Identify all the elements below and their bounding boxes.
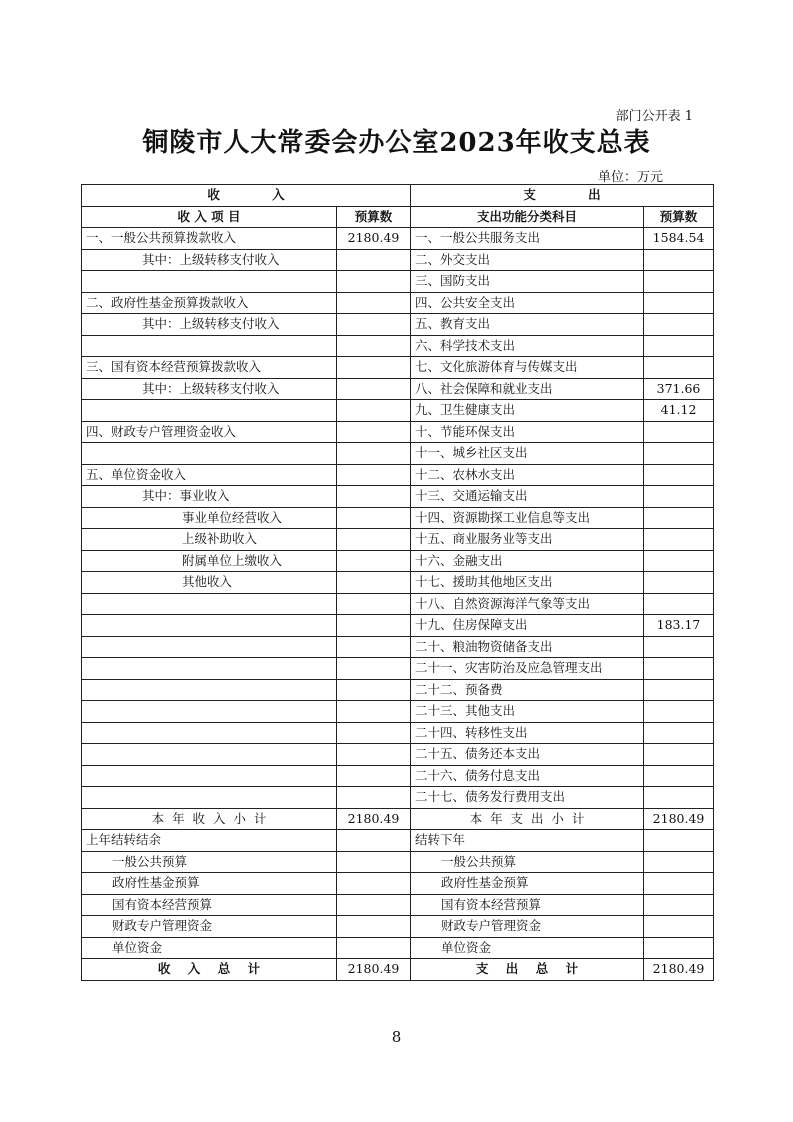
income-value: [337, 787, 411, 809]
expense-item: 十六、金融支出: [411, 550, 644, 572]
income-item: [82, 701, 337, 723]
subtotal-row: [82, 808, 714, 830]
expense-item: 二、外交支出: [411, 249, 644, 271]
expense-item: 十八、自然资源海洋气象等支出: [411, 593, 644, 615]
expense-item: 一、一般公共服务支出: [411, 228, 644, 250]
income-value: [337, 722, 411, 744]
income-value: [337, 314, 411, 336]
income-item: [82, 593, 337, 615]
expense-carry-value: [644, 851, 714, 873]
table-row: [82, 744, 714, 766]
expense-total-label: 支 出 总 计: [411, 959, 644, 981]
page-title: 铜陵市人大常委会办公室2023年收支总表: [142, 128, 651, 158]
income-carry-item: 国有资本经营预算: [82, 894, 337, 916]
income-item: 其中：事业收入: [82, 486, 337, 508]
expense-value: [644, 314, 714, 336]
unit-label: 单位：万元: [597, 170, 663, 185]
income-item: 三、国有资本经营预算拨款收入: [82, 357, 337, 379]
income-item: 事业单位经营收入: [82, 507, 337, 529]
table-row: [82, 443, 714, 465]
expense-item: 十一、城乡社区支出: [411, 443, 644, 465]
table-row: [82, 572, 714, 594]
expense-item: 四、公共安全支出: [411, 292, 644, 314]
income-total-label: 收 入 总 计: [82, 959, 337, 981]
expense-value: [644, 335, 714, 357]
income-item: [82, 787, 337, 809]
income-budget-header: 预算数: [337, 206, 411, 228]
income-subtotal-value: 2180.49: [337, 808, 411, 830]
table-row: [82, 228, 714, 250]
expense-carry-value: [644, 830, 714, 852]
income-value: [337, 744, 411, 766]
expense-value: 371.66: [644, 378, 714, 400]
income-value: [337, 378, 411, 400]
expense-value: [644, 357, 714, 379]
expense-value: 1584.54: [644, 228, 714, 250]
expense-item: 十三、交通运输支出: [411, 486, 644, 508]
expense-header: 支 出: [411, 185, 714, 207]
income-carry-value: [337, 894, 411, 916]
carry-row: [82, 894, 714, 916]
expense-value: [644, 701, 714, 723]
table-row: [82, 357, 714, 379]
budget-table: [81, 184, 714, 981]
table-row: [82, 550, 714, 572]
expense-item: 十四、资源勘探工业信息等支出: [411, 507, 644, 529]
income-item: [82, 679, 337, 701]
expense-item: 五、教育支出: [411, 314, 644, 336]
expense-subtotal-label: 本 年 支 出 小 计: [411, 808, 644, 830]
expense-item: 八、社会保障和就业支出: [411, 378, 644, 400]
income-item: 上级补助收入: [82, 529, 337, 551]
expense-value: 41.12: [644, 400, 714, 422]
income-value: [337, 400, 411, 422]
income-value: [337, 615, 411, 637]
income-value: [337, 701, 411, 723]
document-code: 部门公开表 1: [615, 109, 693, 124]
income-value: [337, 271, 411, 293]
income-value: [337, 443, 411, 465]
income-value: [337, 464, 411, 486]
income-value: [337, 765, 411, 787]
income-item: 二、政府性基金预算拨款收入: [82, 292, 337, 314]
table-row: [82, 658, 714, 680]
expense-value: [644, 765, 714, 787]
table-row: [82, 615, 714, 637]
expense-value: [644, 787, 714, 809]
income-item: 一、一般公共预算拨款收入: [82, 228, 337, 250]
expense-value: [644, 636, 714, 658]
carry-row: [82, 830, 714, 852]
table-row: [82, 701, 714, 723]
expense-item: 十二、农林水支出: [411, 464, 644, 486]
income-value: [337, 249, 411, 271]
expense-item: 二十六、债务付息支出: [411, 765, 644, 787]
income-carry-value: [337, 851, 411, 873]
expense-item: 二十四、转移性支出: [411, 722, 644, 744]
income-item: [82, 400, 337, 422]
income-carry-value: [337, 873, 411, 895]
income-value: [337, 572, 411, 594]
expense-value: [644, 658, 714, 680]
income-value: [337, 292, 411, 314]
income-carry-value: [337, 916, 411, 938]
expense-carry-item: 国有资本经营预算: [411, 894, 644, 916]
expense-item: 二十三、其他支出: [411, 701, 644, 723]
expense-item: 二十七、债务发行费用支出: [411, 787, 644, 809]
table-row: [82, 679, 714, 701]
income-header: 收 入: [82, 185, 411, 207]
income-value: [337, 486, 411, 508]
income-value: [337, 421, 411, 443]
income-carry-item: 政府性基金预算: [82, 873, 337, 895]
table-row: [82, 486, 714, 508]
income-carry-item: 一般公共预算: [82, 851, 337, 873]
income-item: 附属单位上缴收入: [82, 550, 337, 572]
expense-value: [644, 249, 714, 271]
expense-carry-value: [644, 873, 714, 895]
table-row: [82, 335, 714, 357]
expense-value: [644, 271, 714, 293]
table-row: [82, 787, 714, 809]
carry-row: [82, 937, 714, 959]
expense-value: [644, 507, 714, 529]
income-item: [82, 722, 337, 744]
expense-carry-item: 一般公共预算: [411, 851, 644, 873]
table-row: [82, 636, 714, 658]
income-total-value: 2180.49: [337, 959, 411, 981]
income-item: [82, 271, 337, 293]
income-value: [337, 550, 411, 572]
income-value: [337, 529, 411, 551]
expense-item: 三、国防支出: [411, 271, 644, 293]
table-row: [82, 507, 714, 529]
income-item: 其中：上级转移支付收入: [82, 378, 337, 400]
expense-value: [644, 722, 714, 744]
table-row: [82, 378, 714, 400]
income-item-header: 收 入 项 目: [82, 206, 337, 228]
income-carry-item: 财政专户管理资金: [82, 916, 337, 938]
expense-value: [644, 486, 714, 508]
table-row: [82, 529, 714, 551]
income-value: [337, 593, 411, 615]
expense-carry-value: [644, 916, 714, 938]
table-row: [82, 421, 714, 443]
table-row: [82, 722, 714, 744]
table-row: [82, 314, 714, 336]
expense-value: [644, 443, 714, 465]
income-subtotal-label: 本 年 收 入 小 计: [82, 808, 337, 830]
table-row: [82, 593, 714, 615]
expense-value: [644, 593, 714, 615]
expense-value: [644, 421, 714, 443]
table-row: [82, 292, 714, 314]
expense-item: 十五、商业服务业等支出: [411, 529, 644, 551]
income-item: [82, 658, 337, 680]
income-item: [82, 744, 337, 766]
expense-item: 六、科学技术支出: [411, 335, 644, 357]
expense-carry-item: 财政专户管理资金: [411, 916, 644, 938]
income-carry-value: [337, 830, 411, 852]
carry-row: [82, 916, 714, 938]
expense-item: 二十二、预备费: [411, 679, 644, 701]
expense-carry-value: [644, 894, 714, 916]
income-value: [337, 658, 411, 680]
income-item: [82, 636, 337, 658]
income-item: [82, 765, 337, 787]
income-item: 五、单位资金收入: [82, 464, 337, 486]
income-item: 其中：上级转移支付收入: [82, 314, 337, 336]
expense-item: 十七、援助其他地区支出: [411, 572, 644, 594]
income-carry-item: 上年结转结余: [82, 830, 337, 852]
income-value: [337, 335, 411, 357]
income-value: [337, 507, 411, 529]
expense-carry-item: 结转下年: [411, 830, 644, 852]
expense-item: 九、卫生健康支出: [411, 400, 644, 422]
page-number: 8: [391, 1028, 402, 1046]
expense-item: 二十一、灾害防治及应急管理支出: [411, 658, 644, 680]
header-row-2: [82, 206, 714, 228]
income-item: 其中：上级转移支付收入: [82, 249, 337, 271]
income-carry-item: 单位资金: [82, 937, 337, 959]
expense-budget-header: 预算数: [644, 206, 714, 228]
income-item: [82, 335, 337, 357]
table-row: [82, 400, 714, 422]
income-carry-value: [337, 937, 411, 959]
income-item: [82, 443, 337, 465]
income-item: 四、财政专户管理资金收入: [82, 421, 337, 443]
expense-value: [644, 292, 714, 314]
expense-item-header: 支出功能分类科目: [411, 206, 644, 228]
expense-carry-value: [644, 937, 714, 959]
expense-value: [644, 464, 714, 486]
table-row: [82, 765, 714, 787]
header-row-1: [82, 185, 714, 207]
income-value: 2180.49: [337, 228, 411, 250]
expense-value: [644, 529, 714, 551]
income-item: 其他收入: [82, 572, 337, 594]
expense-item: 二十、粮油物资储备支出: [411, 636, 644, 658]
table-row: [82, 249, 714, 271]
expense-value: [644, 744, 714, 766]
expense-item: 十九、住房保障支出: [411, 615, 644, 637]
carry-row: [82, 873, 714, 895]
table-row: [82, 271, 714, 293]
income-item: [82, 615, 337, 637]
expense-value: 183.17: [644, 615, 714, 637]
expense-item: 七、文化旅游体育与传媒支出: [411, 357, 644, 379]
expense-item: 二十五、债务还本支出: [411, 744, 644, 766]
expense-carry-item: 政府性基金预算: [411, 873, 644, 895]
expense-value: [644, 679, 714, 701]
income-value: [337, 679, 411, 701]
expense-subtotal-value: 2180.49: [644, 808, 714, 830]
total-row: [82, 959, 714, 981]
table-row: [82, 464, 714, 486]
expense-total-value: 2180.49: [644, 959, 714, 981]
carry-row: [82, 851, 714, 873]
expense-carry-item: 单位资金: [411, 937, 644, 959]
expense-item: 十、节能环保支出: [411, 421, 644, 443]
income-value: [337, 357, 411, 379]
expense-value: [644, 572, 714, 594]
expense-value: [644, 550, 714, 572]
income-value: [337, 636, 411, 658]
